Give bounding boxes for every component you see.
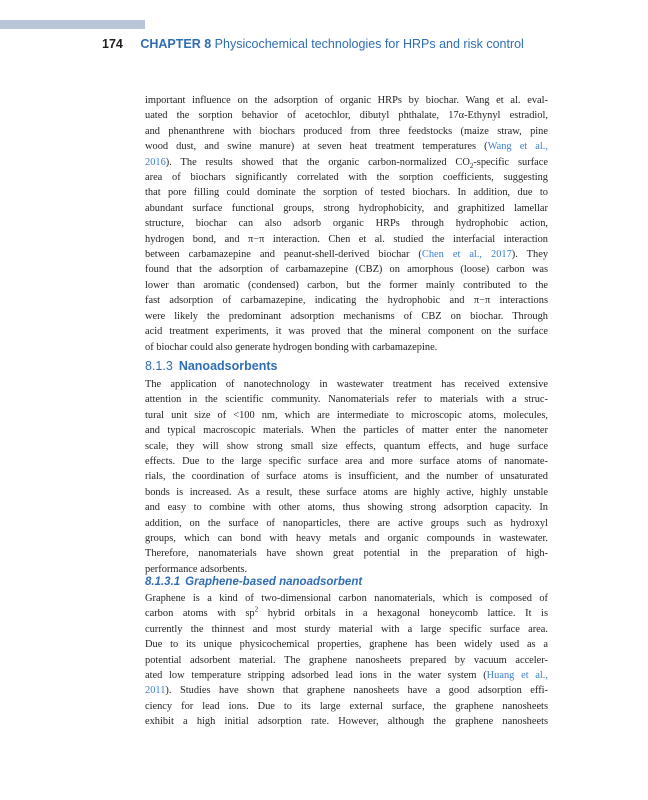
text-line: that pore filling could dominate the sorption of tested biochars. In addition, due to — [145, 187, 548, 199]
subsection-number: 8.1.3.1 — [145, 576, 181, 588]
text-line: groups, which can bond with heavy metals and organic compounds in wastewater. — [145, 533, 548, 545]
text-line: lower than aromatic (condensed) carbon, but the former mainly contributed to the — [145, 279, 548, 291]
text-line: performance adsorbents. — [145, 563, 248, 575]
text-line: potential adsorbent material. The graphene nanosheets prepared by vacuum acceler- — [145, 654, 548, 666]
paragraph-biochar — [145, 93, 548, 355]
text-line: Therefore, nanomaterials have shown great potential in the preparation of high- — [145, 548, 548, 560]
text-line: addition, on the surface of nanoparticles, there are active groups such as hydroxyl — [145, 517, 548, 529]
section-heading — [145, 359, 548, 373]
text-line: ated low temperature stripping adsorbed lead ions in the water system (Huang et al., — [145, 670, 549, 682]
text-line: effects. Due to the large specific surface area and more surface atoms of nanomate- — [145, 456, 548, 468]
section-number: 8.1.3 — [145, 359, 173, 373]
text-line: carbon atoms with $sp^2$ hybrid orbitals in a hexagonal honeycomb lattice. It is — [145, 605, 548, 620]
paragraph-graphene — [145, 591, 548, 730]
running-header — [102, 37, 622, 53]
text-line: were likely the predominant adsorption mechanisms of CBZ on biochar. Through — [145, 310, 548, 322]
text-line: hydrogen bond, and π−π interaction. Chen et al. studied the interfacial interaction — [145, 233, 548, 245]
text-line: attention in the scientific community. Nanomaterials refer to materials with a struc- — [145, 394, 548, 406]
text-line: uated the sorption behavior of acetochlor, dibutyl phthalate, 17α-Ethynyl estradiol, — [145, 110, 548, 122]
text-line: between carbamazepine and peanut-shell-derived biochar (Chen et al., 2017). They — [145, 249, 549, 261]
citation-link-chen[interactable]: Chen et al., 2017 — [421, 249, 512, 261]
text-line: Graphene is a kind of two-dimensional carbon nanomaterials, which is composed of — [145, 593, 548, 604]
text-line: important influence on the adsorption of organic HRPs by biochar. Wang et al. eval- — [145, 95, 548, 106]
text-line: wood dust, and swine manure) at seven heat treatment temperatures (Wang et al., — [145, 141, 548, 153]
chapter-label: CHAPTER 8 — [140, 37, 212, 51]
citation-link-huang[interactable]: Huang et al., — [486, 670, 549, 682]
text-line: currently the thinnest and most sturdy material with a large specific surface area. — [145, 623, 548, 635]
page-number: 174 — [102, 37, 123, 51]
subsection-title: Graphene-based nanoadsorbent — [185, 576, 363, 588]
text-line: structure, biochar can also adsorb organic HRPs through hydrophobic action, — [145, 218, 548, 230]
citation-link-wang-year[interactable]: 2016 — [145, 156, 166, 168]
text-line: fast adsorption of carbamazepine, indicating the hydrophobic and π−π interactions — [145, 295, 548, 307]
text-line: of biochar could also generate hydrogen bonding with carbamazepine. — [145, 341, 438, 353]
section-title: Nanoadsorbents — [178, 359, 278, 373]
citation-link-wang[interactable]: Wang et al., — [487, 141, 548, 153]
text-line: exhibit a high initial adsorption rate. However, although the graphene nanosheets — [145, 716, 548, 728]
chapter-title: Physicochemical technologies for HRPs and risk control — [214, 37, 524, 51]
text-line: rials, the coordination of surface atoms is insufficient, and the number of unsaturated — [145, 471, 548, 483]
text-line: tural unit size of <100 nm, which are intermediate to microscopic atoms, molecules, — [145, 409, 548, 421]
subsection-heading — [145, 576, 548, 588]
text-line: 2016). The results showed that the organic carbon-normalized $CO_2$-specific surface — [145, 156, 548, 170]
text-line: bonds is increased. As a result, these surface atoms are highly active, highly unstable — [145, 486, 548, 498]
text-line: The application of nanotechnology in wastewater treatment has received extensive — [145, 379, 548, 390]
text-line: abundant surface functional groups, strong hydrophobicity, and graphitized lamellar — [145, 202, 548, 214]
header-accent-bar — [0, 20, 145, 29]
text-line: found that the adsorption of carbamazepine (CBZ) on amorphous (loose) carbon was — [145, 264, 548, 276]
text-line: acid treatment experiments, it was proved that the mineral component on the surface — [145, 326, 548, 338]
text-line: and typical macroscopic materials. When the particles of matter enter the nanometer — [145, 425, 548, 437]
text-line: Due to its unique physicochemical properties, graphene has been widely used as a — [145, 639, 548, 651]
paragraph-nanoadsorbents — [145, 377, 548, 577]
text-line: and phenanthrene with biochars produced from three feedstocks (maize straw, pine — [145, 125, 548, 137]
citation-link-huang-year[interactable]: 2011 — [145, 685, 166, 697]
text-line: and easy to combine with other atoms, thus showing strong adsorption capacity. In — [145, 502, 548, 514]
text-line: scale, they will show strong small size effects, quantum effects, and huge surface — [145, 440, 548, 452]
text-line: area of biochars significantly correlated with the sorption coefficients, suggesting — [145, 172, 548, 184]
text-line: ciency for lead ions. Due to its large external surface, the graphene nanosheets — [145, 700, 548, 712]
text-line: 2011). Studies have shown that graphene nanosheets have a good adsorption effi- — [145, 685, 548, 697]
